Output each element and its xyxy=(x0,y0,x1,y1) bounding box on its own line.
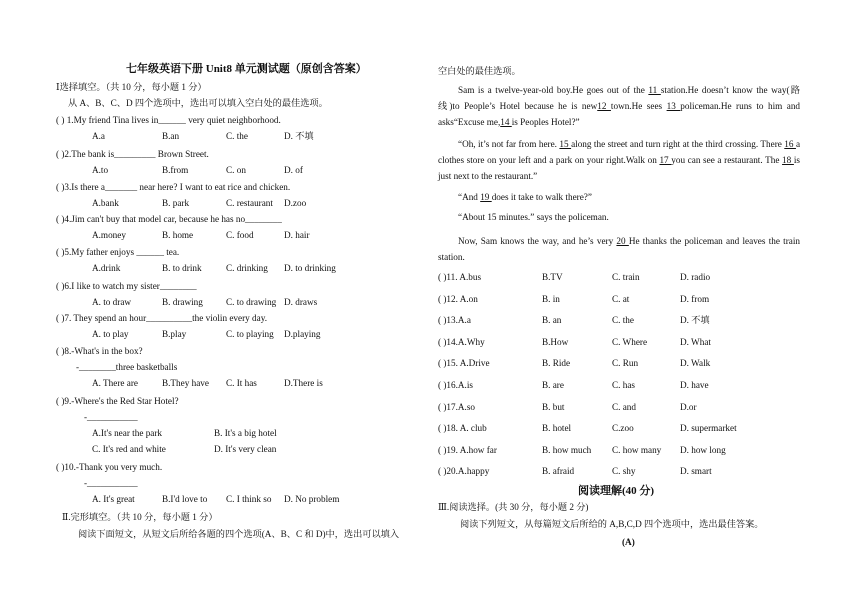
question-stem: ( )7. They spend an hour__________the violin every day. xyxy=(56,313,268,323)
cloze-question: ( )20.A.happy xyxy=(438,466,490,476)
answer-option: C.zoo xyxy=(612,423,634,433)
section2-heading: Ⅱ.完形填空。（共 10 分，每小题 1 分） xyxy=(62,512,218,522)
answer-option: A.bank xyxy=(92,198,119,208)
answer-option: C. on xyxy=(226,165,246,175)
reading-section-title: 阅读理解(40 分) xyxy=(578,485,655,497)
answer-option: D. What xyxy=(680,337,711,347)
cloze-question: ( )12. A.on xyxy=(438,294,478,304)
answer-option: D. smart xyxy=(680,466,712,476)
answer-option: C. has xyxy=(612,380,635,390)
answer-option: D. hair xyxy=(284,230,310,240)
answer-option: C. the xyxy=(612,315,634,325)
answer-option: A.drink xyxy=(92,263,121,273)
answer-option: B. an xyxy=(542,315,562,325)
answer-option: B. to drink xyxy=(162,263,202,273)
section1-heading: Ⅰ选择填空。（共 10 分，每小题 1 分） xyxy=(56,82,207,92)
answer-option: B.I'd love to xyxy=(162,494,208,504)
passage-paragraph-2: “Oh, it’s not far from here. 15 along the street and turn right at the third crossing. There 16 a clothes store on your left and a park on your right.Walk on 17 you can see a restaurant. The 18 is just next to the restaurant.” xyxy=(438,139,801,181)
question-stem: ( )10.-Thank you very much. xyxy=(56,462,163,472)
question-stem: ( )6.I like to watch my sister________ xyxy=(56,281,197,291)
answer-option: D. of xyxy=(284,165,303,175)
answer-option: A.It's near the park xyxy=(92,428,163,438)
section2-instruction: 阅读下面短文，从短文后所给各题的四个选项(A、B、C 和 D)中，选出可以填入 xyxy=(78,529,400,539)
answer-option: D. No problem xyxy=(284,494,340,504)
answer-option: A.a xyxy=(92,131,106,141)
answer-option: C. drinking xyxy=(226,263,268,273)
answer-option: B. afraid xyxy=(542,466,575,476)
answer-option: C. It has xyxy=(226,378,257,388)
answer-option: C. the xyxy=(226,131,248,141)
answer-option: B. hotel xyxy=(542,423,572,433)
answer-option: B.How xyxy=(542,337,569,347)
section1-instruction: 从 A、B、C、D 四个选项中，选出可以填入空白处的最佳选项。 xyxy=(68,98,328,108)
answer-option: A.money xyxy=(92,230,126,240)
answer-option: C. train xyxy=(612,272,640,282)
answer-option: D. Walk xyxy=(680,358,711,368)
cloze-question: ( )16.A.is xyxy=(438,380,473,390)
answer-option: C. I think so xyxy=(226,494,272,504)
question-sub-line: -___________ xyxy=(84,478,138,488)
answer-option: D. have xyxy=(680,380,709,390)
answer-option: B. It's a big hotel xyxy=(214,428,277,438)
section3-instruction: 阅读下列短文，从每篇短文后所给的 A,B,C,D 四个选项中，选出最佳答案。 xyxy=(460,519,764,529)
answer-option: C. how many xyxy=(612,445,662,455)
answer-option: D. 不填 xyxy=(284,131,314,141)
section3-part-label: (A) xyxy=(622,537,635,547)
answer-option: C. to playing xyxy=(226,329,274,339)
answer-option: B.They have xyxy=(162,378,209,388)
answer-option: C. food xyxy=(226,230,254,240)
answer-option: B. in xyxy=(542,294,560,304)
answer-option: D.There is xyxy=(284,378,323,388)
answer-option: C. Run xyxy=(612,358,639,368)
answer-option: C. restaurant xyxy=(226,198,273,208)
answer-option: D. to drinking xyxy=(284,263,336,273)
cloze-question: ( )14.A.Why xyxy=(438,337,485,347)
answer-option: A. It's great xyxy=(92,494,135,504)
passage-paragraph-1: Sam is a twelve-year-old boy.He goes out of the 11 station.He doesn’t know the way(路线)to People’s Hotel because he is new12 town.He sees 13 policeman.He runs to him and asks“Excuse me,14 is Peoples Hotel?” xyxy=(438,85,801,127)
question-stem: ( )2.The bank is_________ Brown Street. xyxy=(56,149,209,159)
question-stem: ( )8.-What's in the box? xyxy=(56,346,143,356)
answer-option: C. shy xyxy=(612,466,636,476)
answer-option: D. 不填 xyxy=(680,315,710,325)
question-stem: ( ) 1.My friend Tina lives in______ very quiet neighborhood. xyxy=(56,115,281,125)
section2-instruction-cont: 空白处的最佳选项。 xyxy=(438,66,521,76)
answer-option: A. to play xyxy=(92,329,129,339)
answer-option: B.an xyxy=(162,131,180,141)
answer-option: B.play xyxy=(162,329,187,339)
section3-heading: Ⅲ.阅读选择。(共 30 分，每小题 2 分) xyxy=(438,502,589,512)
answer-option: D.zoo xyxy=(284,198,307,208)
cloze-question: ( )19. A.how far xyxy=(438,445,497,455)
answer-option: B. but xyxy=(542,402,565,412)
question-stem: ( )5.My father enjoys ______ tea. xyxy=(56,247,180,257)
answer-option: B. how much xyxy=(542,445,592,455)
cloze-question: ( )15. A.Drive xyxy=(438,358,490,368)
answer-option: D. from xyxy=(680,294,710,304)
answer-option: B. Ride xyxy=(542,358,571,368)
answer-option: B.TV xyxy=(542,272,563,282)
answer-option: B. drawing xyxy=(162,297,203,307)
answer-option: D. radio xyxy=(680,272,711,282)
answer-option: C. Where xyxy=(612,337,648,347)
cloze-question: ( )18. A. club xyxy=(438,423,487,433)
question-stem: ( )9.-Where's the Red Star Hotel? xyxy=(56,396,179,406)
page-title: 七年级英语下册 Unit8 单元测试题（原创含答案） xyxy=(126,63,367,75)
answer-option: C. at xyxy=(612,294,630,304)
question-sub-line: -___________ xyxy=(84,412,138,422)
cloze-question: ( )17.A.so xyxy=(438,402,476,412)
answer-option: B. park xyxy=(162,198,190,208)
answer-option: A. to draw xyxy=(92,297,132,307)
answer-option: D. how long xyxy=(680,445,726,455)
answer-option: D. draws xyxy=(284,297,318,307)
answer-option: B.from xyxy=(162,165,189,175)
passage-paragraph-4: “About 15 minutes.” says the policeman. xyxy=(458,212,609,222)
answer-option: D. It's very clean xyxy=(214,444,277,454)
answer-option: D.or xyxy=(680,402,697,412)
answer-option: C. and xyxy=(612,402,636,412)
answer-option: C. It's red and white xyxy=(92,444,166,454)
answer-option: D. supermarket xyxy=(680,423,737,433)
answer-option: C. to drawing xyxy=(226,297,277,307)
answer-option: A.to xyxy=(92,165,109,175)
answer-option: D.playing xyxy=(284,329,321,339)
cloze-question: ( )11. A.bus xyxy=(438,272,482,282)
passage-paragraph-5: Now, Sam knows the way, and he’s very 20 He thanks the policeman and leaves the train station. xyxy=(438,236,800,262)
passage-paragraph-3: “And 19 does it take to walk there?” xyxy=(458,192,592,202)
question-stem: ( )3.Is there a_______ near here? I want to eat rice and chicken. xyxy=(56,182,291,192)
question-stem: ( )4.Jim can't buy that model car, because he has no________ xyxy=(56,214,282,224)
question-sub-line: -________three basketballs xyxy=(76,362,178,372)
answer-option: B. home xyxy=(162,230,194,240)
cloze-question: ( )13.A.a xyxy=(438,315,471,325)
answer-option: B. are xyxy=(542,380,564,390)
answer-option: A. There are xyxy=(92,378,138,388)
